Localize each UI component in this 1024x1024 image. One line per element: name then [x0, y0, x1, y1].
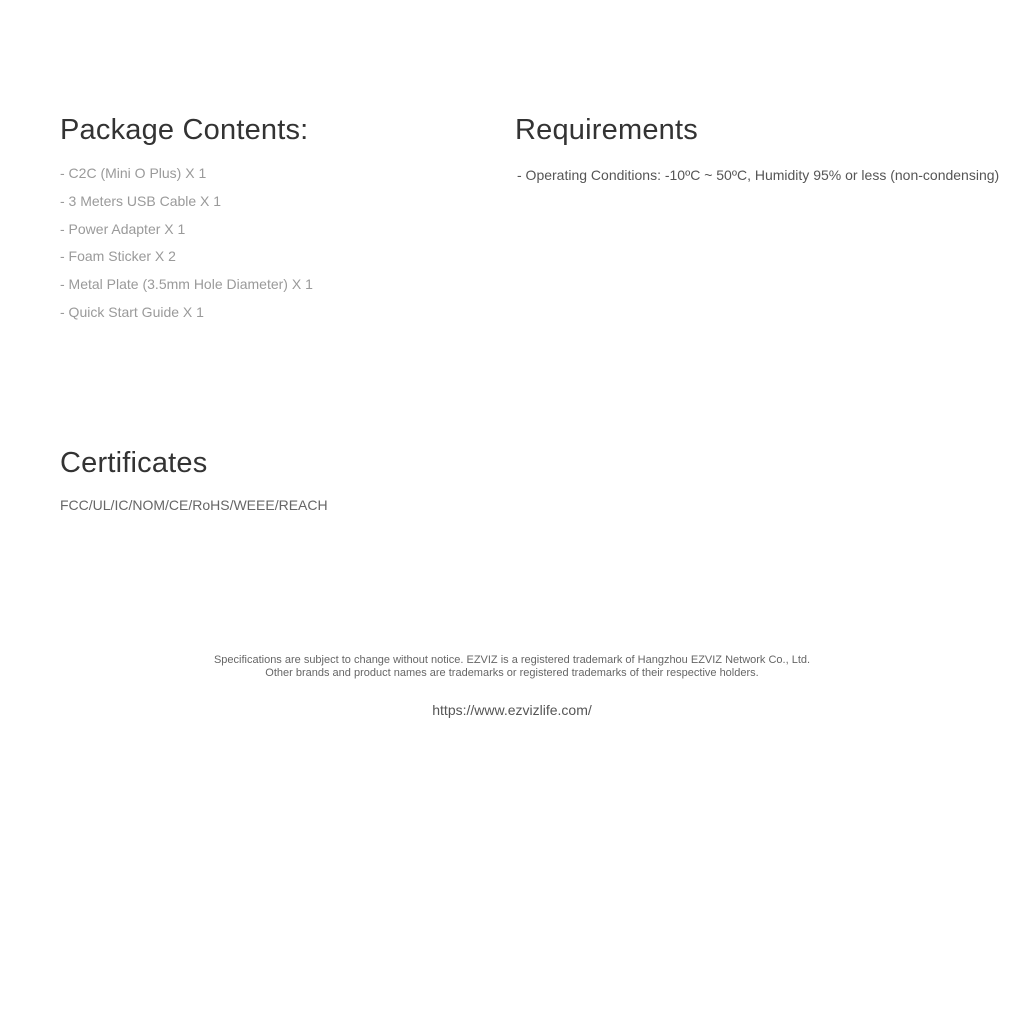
disclaimer-line-1: Specifications are subject to change without notice. EZVIZ is a registered trademark of Hangzhou EZVIZ Network Co., Ltd. — [213, 654, 811, 666]
package-item-quick-start-guide: - Quick Start Guide X 1 — [60, 303, 204, 320]
package-contents-list — [60, 160, 313, 327]
certificates-title: Certificates — [60, 447, 208, 479]
disclaimer-line-2: Other brands and product names are trademarks or registered trademarks of their respective holders. — [265, 667, 759, 679]
requirements-operating-conditions: - Operating Conditions: -10ºC ~ 50ºC, Humidity 95% or less (non-condensing) — [517, 167, 1000, 183]
requirements-title: Requirements — [515, 114, 698, 146]
package-item-metal-plate: - Metal Plate (3.5mm Hole Diameter) X 1 — [60, 276, 313, 293]
package-item-foam-sticker: - Foam Sticker X 2 — [60, 248, 176, 265]
package-item-power-adapter: - Power Adapter X 1 — [60, 220, 186, 237]
package-item-camera: - C2C (Mini O Plus) X 1 — [60, 165, 207, 181]
website-link[interactable]: https://www.ezvizlife.com/ — [432, 702, 592, 718]
package-item-usb-cable: - 3 Meters USB Cable X 1 — [60, 192, 222, 209]
certificates-list: FCC/UL/IC/NOM/CE/RoHS/WEEE/REACH — [60, 497, 328, 513]
package-contents-title: Package Contents: — [60, 114, 309, 146]
